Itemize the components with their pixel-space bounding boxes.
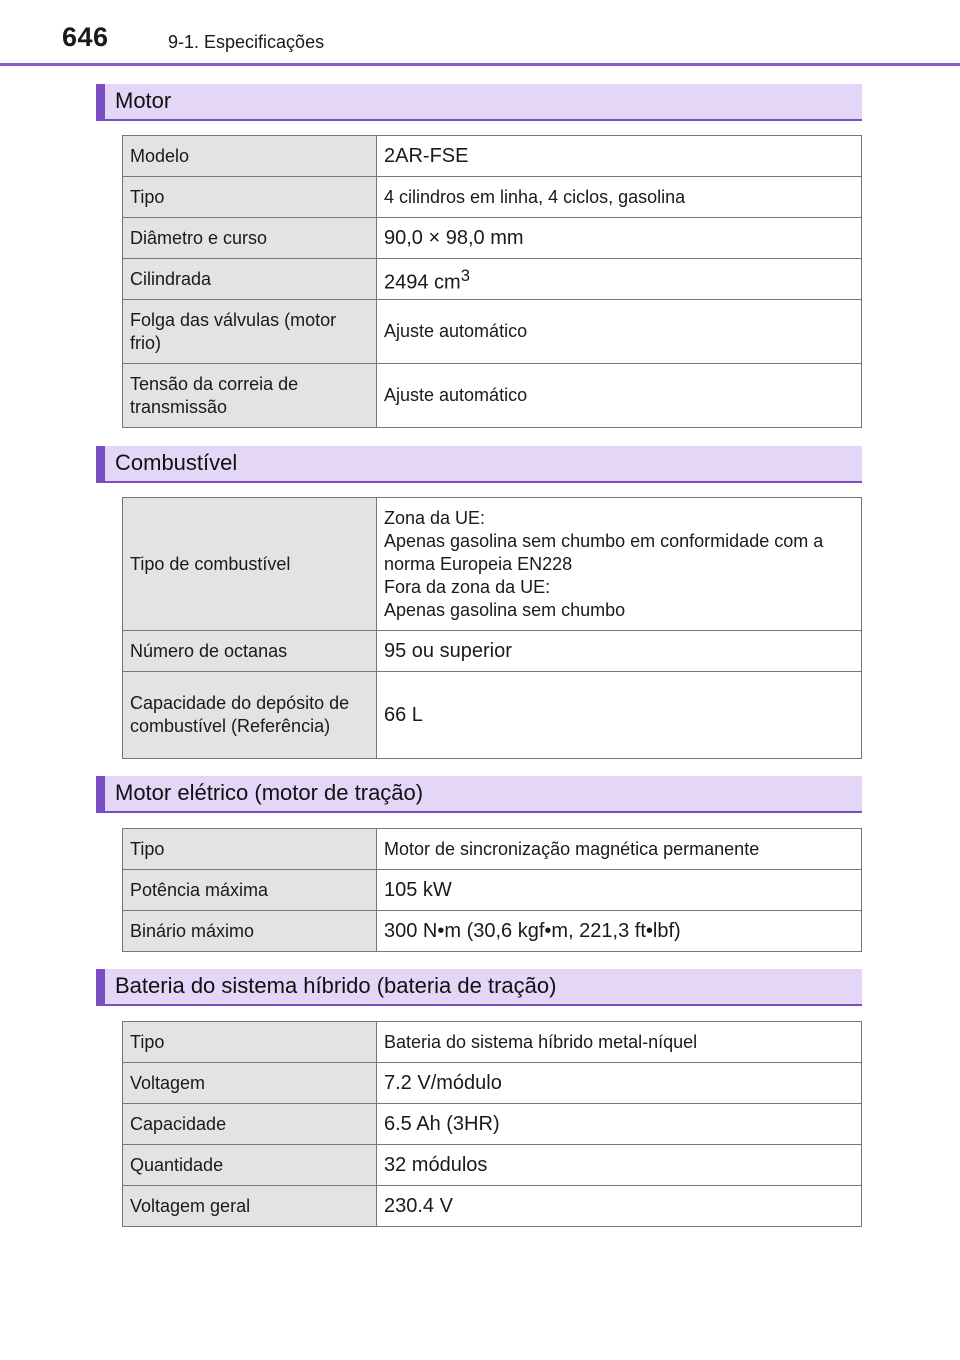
row-value: 300 N•m (30,6 kgf•m, 221,3 ft•lbf) [377,911,862,952]
table-row [123,1186,862,1227]
row-value [377,498,862,631]
row-value: 4 cilindros em linha, 4 ciclos, gasolina [377,177,862,218]
row-value: 230.4 V [377,1186,862,1227]
displacement-exponent: 3 [460,265,470,285]
row-label: Diâmetro e curso [123,218,377,259]
table-row [123,364,862,428]
row-value: Motor de sincronização magnética permanente [377,829,862,870]
table-row [123,1022,862,1063]
table-row [123,498,862,631]
row-label: Tipo [123,1022,377,1063]
electric-motor-table [122,828,862,952]
section-bar-hybrid-battery [96,969,862,1006]
row-label: Quantidade [123,1145,377,1186]
section-bar-fuel [96,446,862,483]
row-label: Número de octanas [123,631,377,672]
table-row [123,631,862,672]
section-title: Combustível [115,450,238,475]
table-row [123,300,862,364]
chapter-title: 9-1. Especificações [168,32,325,52]
motor-table [122,135,862,428]
table-row [123,1104,862,1145]
table-row [123,177,862,218]
table-row [123,911,862,952]
row-value: 2AR-FSE [377,136,862,177]
table-row [123,1145,862,1186]
row-label: Modelo [123,136,377,177]
fuel-type-line: Apenas gasolina sem chumbo [384,599,626,620]
row-label: Capacidade [123,1104,377,1145]
row-label: Binário máximo [123,911,377,952]
row-value: 66 L [377,672,862,759]
row-label: Potência máxima [123,870,377,911]
row-label: Voltagem geral [123,1186,377,1227]
row-label: Folga das válvulas (motor frio) [123,300,377,364]
row-value [377,259,862,300]
fuel-table [122,497,862,759]
row-label: Voltagem [123,1063,377,1104]
table-row [123,829,862,870]
table-row [123,1063,862,1104]
section-title: Motor elétrico (motor de tração) [115,780,424,805]
section-title: Bateria do sistema híbrido (bateria de tração) [115,973,557,998]
row-value: 95 ou superior [377,631,862,672]
row-label: Tipo [123,829,377,870]
row-value: 32 módulos [377,1145,862,1186]
row-value: 90,0 × 98,0 mm [377,218,862,259]
fuel-type-line: Zona da UE: [384,507,486,528]
row-label: Cilindrada [123,259,377,300]
row-value: Bateria do sistema híbrido metal-níquel [377,1022,862,1063]
fuel-type-line: norma Europeia EN228 [384,553,573,574]
row-label: Capacidade do depósito de combustível (Referência) [123,672,377,759]
table-row [123,672,862,759]
fuel-type-line: Fora da zona da UE: [384,576,551,597]
table-row [123,136,862,177]
table-row [123,259,862,300]
page-number: 646 [62,22,109,52]
section-title: Motor [115,88,172,113]
row-value: 7.2 V/módulo [377,1063,862,1104]
row-value: Ajuste automático [377,300,862,364]
table-row [123,870,862,911]
hybrid-battery-table [122,1021,862,1227]
page-header [0,0,960,70]
table-row [123,218,862,259]
displacement-value: 2494 cm [384,271,461,294]
row-value: 6.5 Ah (3HR) [377,1104,862,1145]
row-label: Tipo de combustível [123,498,377,631]
fuel-type-line: Apenas gasolina sem chumbo em conformidade com a [384,530,824,551]
row-value: 105 kW [377,870,862,911]
header-rule [0,63,960,66]
row-label: Tipo [123,177,377,218]
row-value: Ajuste automático [377,364,862,428]
section-bar-electric-motor [96,776,862,813]
row-label: Tensão da correia de transmissão [123,364,377,428]
section-bar-motor [96,84,862,121]
